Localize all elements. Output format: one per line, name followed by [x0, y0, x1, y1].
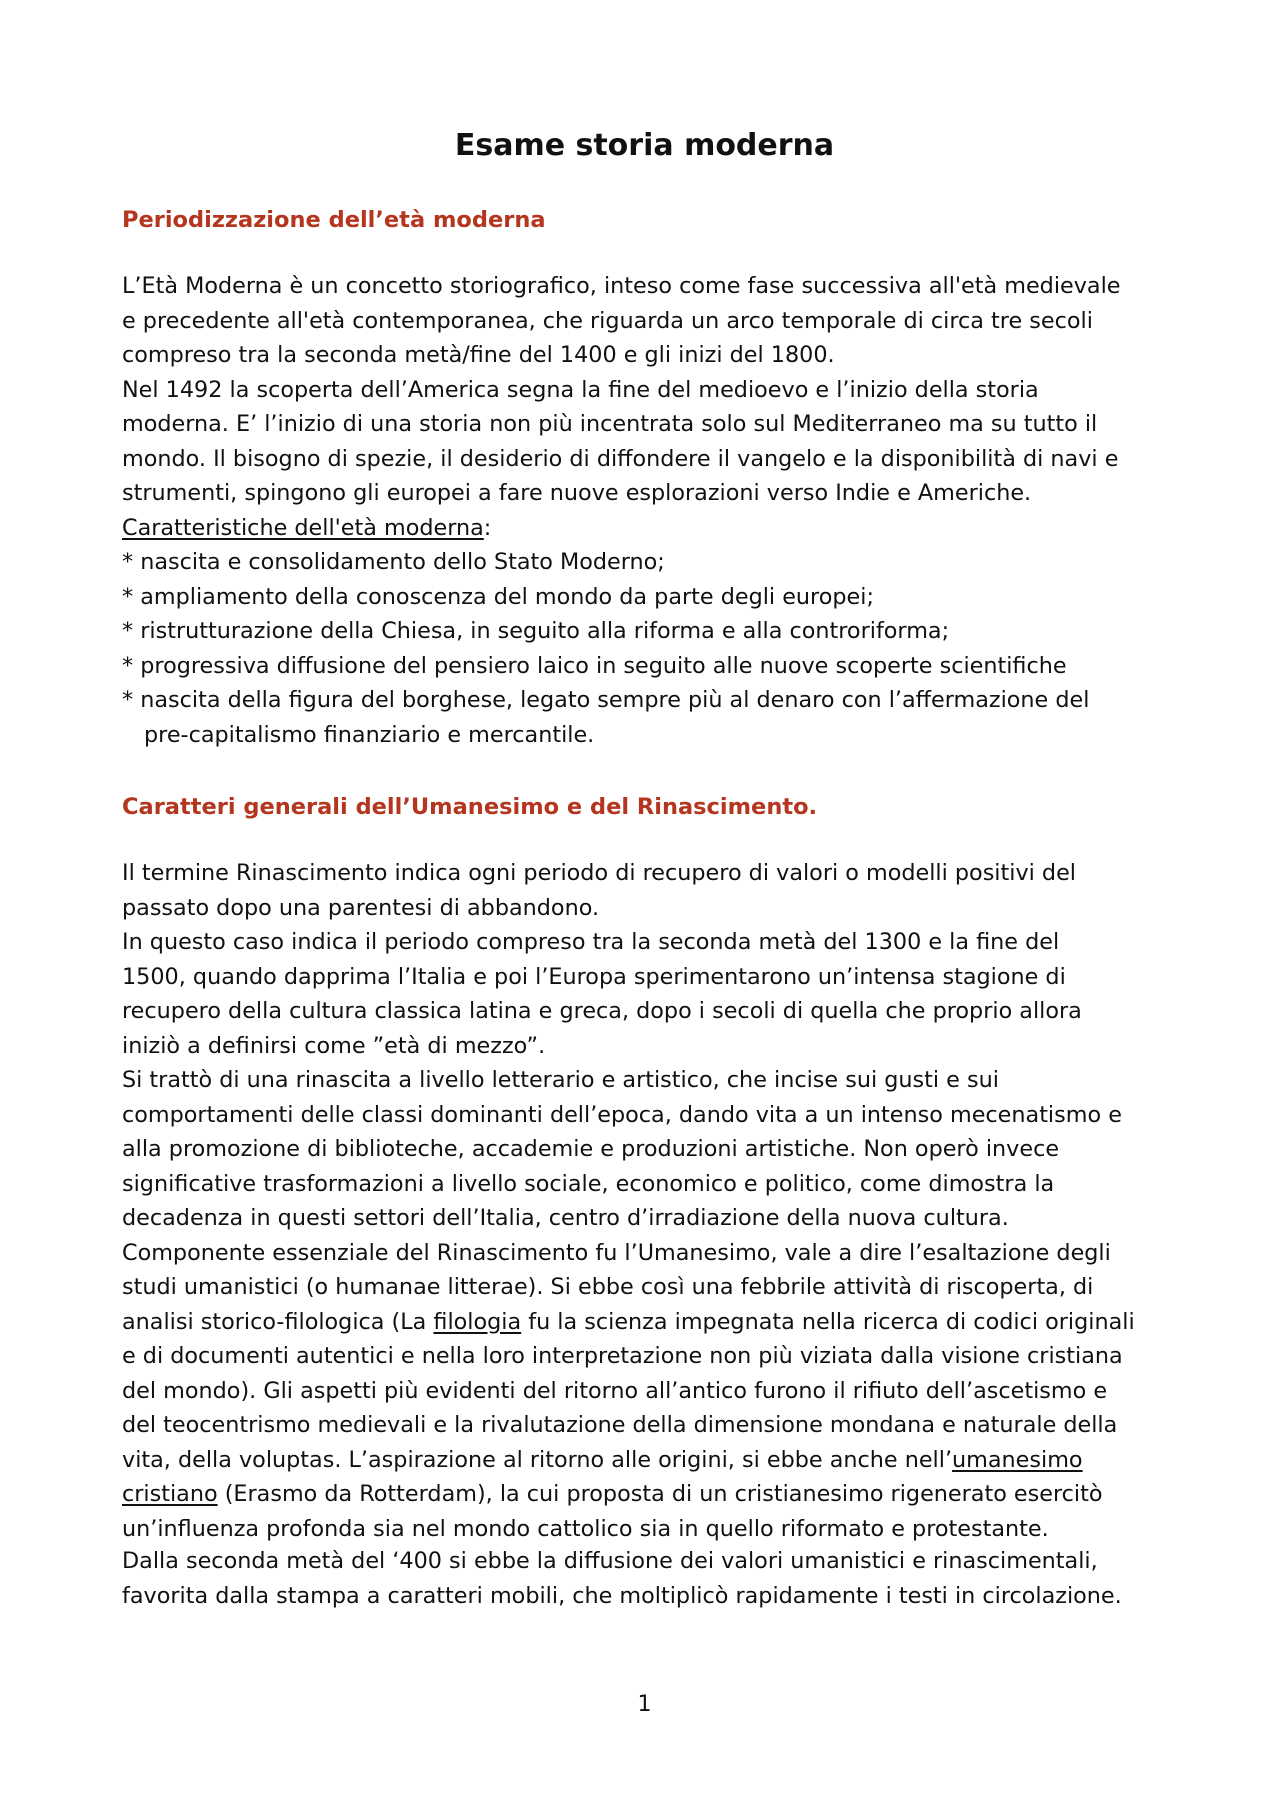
list-item-text: progressiva diffusione del pensiero laico in seguito alle nuove scoperte scientifiche: [140, 652, 1067, 679]
list-label: Caratteristiche dell'età moderna: [122, 514, 484, 541]
section-body-periodizzazione: [122, 269, 1167, 752]
paragraph-line: [122, 1305, 1167, 1340]
line-text: analisi storico-filologica (La: [122, 1308, 434, 1335]
paragraph-line: recupero della cultura classica latina e greca, dopo i secoli di quella che proprio allora: [122, 998, 1082, 1024]
list-label-suffix: :: [483, 514, 492, 541]
bullet-marker: *: [122, 583, 134, 610]
paragraph-line: del mondo). Gli aspetti più evidenti del ritorno all’antico furono il rifiuto dell’ascetismo e: [122, 1377, 1108, 1404]
umanesimo-cristiano-link[interactable]: cristiano: [122, 1481, 218, 1507]
paragraph-line: alla promozione di biblioteche, accademie e produzioni artistiche. Non operò invece: [122, 1136, 1060, 1162]
list-item-text: nascita della figura del borghese, legato sempre più al denaro con l’affermazione del: [140, 687, 1090, 713]
paragraph-line: un’influenza profonda sia nel mondo cattolico sia in quello riformato e protestante.: [122, 1515, 1049, 1542]
paragraph-line: iniziò a definirsi come ”età di mezzo”.: [122, 1032, 546, 1059]
list-item-text: ampliamento della conoscenza del mondo da parte degli europei;: [140, 583, 874, 610]
list-item: [122, 614, 1167, 649]
list-label-line: [122, 511, 1167, 546]
section-body-umanesimo: [122, 856, 1167, 1546]
list-item: [122, 545, 1167, 580]
paragraph-line: Dalla seconda metà del ‘400 si ebbe la diffusione dei valori umanistici e rinascimentali,: [122, 1548, 1098, 1574]
paragraph-line: e di documenti autentici e nella loro interpretazione non più viziata dalla visione cristiana: [122, 1343, 1123, 1369]
paragraph-line: In questo caso indica il periodo compreso tra la seconda metà del 1300 e la fine del: [122, 929, 1060, 955]
list-item: [122, 649, 1167, 684]
paragraph-line: studi umanistici (o humanae litterae). Si ebbe così una febbrile attività di riscoperta, di: [122, 1274, 1094, 1300]
bullet-marker: *: [122, 549, 134, 575]
paragraph-line: Si trattò di una rinascita a livello letterario e artistico, che incise sui gusti e sui: [122, 1067, 999, 1093]
line-text: fu la scienza impegnata nella ricerca di codici originali: [521, 1308, 1135, 1335]
paragraph-line: passato dopo una parentesi di abbandono.: [122, 894, 600, 921]
list-item-text: ristrutturazione della Chiesa, in seguito alla riforma e alla controriforma;: [140, 618, 950, 644]
section-heading-umanesimo: Caratteri generali dell’Umanesimo e del Rinascimento.: [122, 794, 818, 820]
paragraph-line: decadenza in questi settori dell’Italia, centro d’irradiazione della nuova cultura.: [122, 1205, 1009, 1231]
bullet-marker: *: [122, 687, 134, 713]
paragraph-line: comportamenti delle classi dominanti dell’epoca, dando vita a un intenso mecenatismo e: [122, 1101, 1122, 1128]
bullet-marker: *: [122, 652, 134, 679]
document-title: Esame storia moderna: [454, 128, 835, 163]
filologia-link[interactable]: filologia: [433, 1308, 522, 1335]
paragraph-line: compreso tra la seconda metà/fine del 1400 e gli inizi del 1800.: [122, 342, 835, 368]
list-item-text: nascita e consolidamento dello Stato Moderno;: [140, 549, 665, 575]
document-page: [122, 0, 1167, 1811]
paragraph-line: [122, 1443, 1167, 1478]
umanesimo-cristiano-link[interactable]: umanesimo: [952, 1446, 1083, 1473]
paragraph-line: moderna. E’ l’inizio di una storia non più incentrata solo sul Mediterraneo ma su tutto il: [122, 411, 1098, 437]
paragraph-line: 1500, quando dapprima l’Italia e poi l’Europa sperimentarono un’intensa stagione di: [122, 963, 1066, 990]
paragraph-line: Nel 1492 la scoperta dell’America segna la fine del medioevo e l’inizio della storia: [122, 376, 1039, 403]
paragraph-line: mondo. Il bisogno di spezie, il desiderio di diffondere il vangelo e la disponibilità di navi e: [122, 445, 1119, 472]
paragraph-line: L’Età Moderna è un concetto storiografico, inteso come fase successiva all'età medievale: [122, 273, 1121, 299]
line-text: (Erasmo da Rotterdam), la cui proposta di un cristianesimo rigenerato esercitò: [217, 1481, 1103, 1507]
paragraph-line: Il termine Rinascimento indica ogni periodo di recupero di valori o modelli positivi del: [122, 860, 1076, 886]
paragraph-line: Componente essenziale del Rinascimento fu l’Umanesimo, vale a dire l’esaltazione degli: [122, 1239, 1111, 1266]
paragraph-line: del teocentrismo medievali e la rivalutazione della dimensione mondana e naturale della: [122, 1412, 1118, 1438]
paragraph-line: strumenti, spingono gli europei a fare nuove esplorazioni verso Indie e Americhe.: [122, 480, 1032, 506]
list-item: [122, 580, 1167, 615]
list-item-continuation: pre-capitalismo finanziario e mercantile.: [144, 721, 595, 748]
section-heading-periodizzazione: Periodizzazione dell’età moderna: [122, 207, 546, 233]
line-text: vita, della voluptas. L’aspirazione al ritorno alle origini, si ebbe anche nell’: [122, 1446, 953, 1473]
paragraph-line: favorita dalla stampa a caratteri mobili, che moltiplicò rapidamente i testi in circolazione.: [122, 1582, 1122, 1609]
list-item: [122, 683, 1167, 718]
paragraph-line: significative trasformazioni a livello sociale, economico e politico, come dimostra la: [122, 1170, 1055, 1197]
paragraph-line: e precedente all'età contemporanea, che riguarda un arco temporale di circa tre secoli: [122, 307, 1093, 334]
bullet-marker: *: [122, 618, 134, 644]
section-body-stampa: [122, 1544, 1167, 1613]
page-number: 1: [637, 1692, 652, 1717]
paragraph-line: [122, 1477, 1167, 1512]
